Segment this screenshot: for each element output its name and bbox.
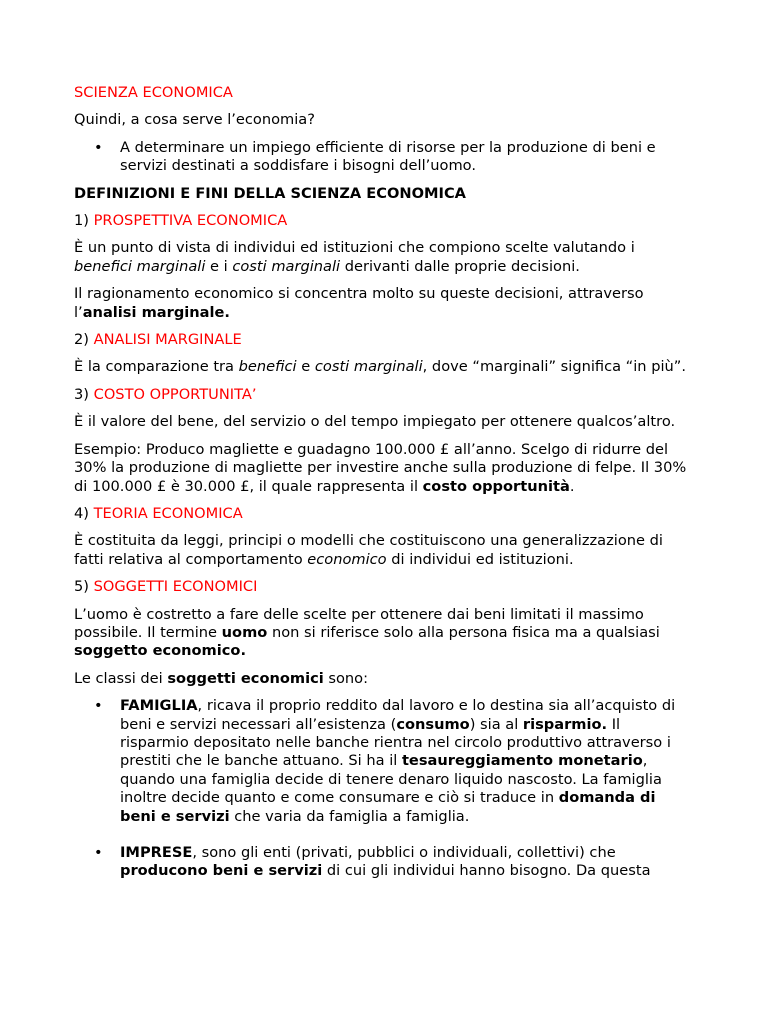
text: È un punto di vista di individui ed istituzioni che compiono scelte valutando i (74, 239, 635, 257)
list-item (74, 139, 689, 176)
paragraph (74, 441, 689, 496)
text: . (569, 477, 575, 495)
bold-text: IMPRESE (120, 844, 193, 861)
text: e (296, 358, 315, 376)
text: È la comparazione tra (74, 358, 239, 376)
text: non si riferisce solo alla persona fisica ma a qualsiasi (267, 623, 660, 641)
text: che varia da famiglia a famiglia. (229, 807, 470, 825)
heading-title: COSTO OPPORTUNITA’ (93, 385, 257, 403)
text: Esempio: Produco magliette e guadagno 100.000 £ all’anno. Scelgo di ridurre del 30% la produzione di magliette per investire anche sulla produzione di felpe. Il 30% di 100.000 £ è 30.000 £, il quale rappresenta il (74, 440, 687, 495)
paragraph (74, 670, 689, 688)
text: Il risparmio depositato nelle banche rientra nel circolo produttivo attraverso i prestiti che le banche attuano. Si ha il (120, 715, 671, 770)
text: L’uomo è costretto a fare delle scelte per ottenere dai beni limitati il massimo possibile. Il termine (74, 605, 644, 641)
heading-costo (74, 386, 689, 404)
bold-text: consumo (396, 715, 470, 733)
heading-number: 3) (74, 385, 94, 403)
intro-question: Quindi, a cosa serve l’economia? (74, 111, 315, 129)
text: , sono gli enti (privati, pubblici o individuali, collettivi) che (192, 844, 616, 861)
heading-title: TEORIA ECONOMICA (93, 504, 243, 522)
heading-number: 4) (74, 504, 94, 522)
paragraph (74, 532, 689, 569)
list-item-famiglia (74, 697, 689, 826)
bold-text: risparmio. (522, 715, 608, 733)
italic-text: costi marginali (314, 358, 423, 376)
text: di cui gli individui hanno bisogno. Da questa (322, 862, 651, 880)
intro-list (74, 139, 689, 176)
bold-text: costo opportunità (422, 477, 570, 495)
paragraph: È il valore del bene, del servizio o del tempo impiegato per ottenere qualcos’altro. (74, 413, 676, 431)
document-title: SCIENZA ECONOMICA (74, 84, 233, 101)
list-item-text: A determinare un impiego efficiente di risorse per la produzione di beni e servizi destinati a soddisfare i bisogni dell’uomo. (120, 138, 656, 175)
heading-number: 2) (74, 331, 94, 349)
list-item-imprese (74, 844, 689, 881)
text: È costituita da leggi, principi o modelli che costituiscono una generalizzazione di fatti relativa al comportamento (74, 532, 663, 568)
paragraph (74, 358, 689, 376)
heading-prospettiva (74, 212, 689, 230)
heading-title: ANALISI MARGINALE (93, 331, 242, 349)
bold-text: FAMIGLIA (120, 697, 198, 715)
paragraph (74, 606, 689, 661)
paragraph (74, 239, 689, 276)
text: , dove “marginali” significa “in più”. (422, 358, 686, 376)
italic-text: costi marginali (232, 257, 341, 275)
text: , quando una famiglia decide di tenere denaro liquido nascosto. La famiglia inoltre decide quanto e come consumare e ciò si traduce in (120, 752, 662, 807)
text: di individui ed istituzioni. (386, 550, 574, 568)
heading-number: 1) (74, 212, 94, 230)
text: sono: (323, 669, 369, 687)
bold-text: uomo (221, 623, 268, 641)
italic-text: benefici (238, 358, 297, 376)
heading-title: SOGGETTI ECONOMICI (93, 578, 258, 596)
bullet-icon: • (94, 138, 103, 156)
heading-analisi (74, 331, 689, 349)
bullet-icon: • (94, 697, 103, 715)
italic-text: economico (307, 550, 387, 568)
bold-text: soggetto economico. (74, 642, 246, 660)
text: derivanti dalle proprie decisioni. (340, 257, 580, 275)
text: ) sia al (469, 715, 523, 733)
text: e i (205, 257, 233, 275)
document-body (74, 84, 689, 890)
text: , ricava il proprio reddito dal lavoro e lo destina sia all’acquisto di beni e servizi necessari all’esistenza ( (120, 697, 676, 733)
text: Il ragionamento economico si concentra molto su queste decisioni, attraverso l’ (74, 285, 644, 321)
soggetti-list (74, 697, 689, 881)
bold-text: soggetti economici (167, 669, 324, 687)
heading-title: PROSPETTIVA ECONOMICA (93, 212, 288, 230)
text: Le classi dei (74, 669, 168, 687)
bold-text: domanda di beni e servizi (120, 789, 656, 825)
paragraph (74, 285, 689, 322)
bullet-icon: • (94, 844, 103, 861)
heading-number: 5) (74, 578, 94, 596)
section-heading: DEFINIZIONI E FINI DELLA SCIENZA ECONOMICA (74, 184, 466, 202)
heading-teoria (74, 505, 689, 523)
bold-text: producono beni e servizi (120, 862, 323, 880)
bold-text: analisi marginale. (82, 303, 230, 321)
bold-text: tesaureggiamento monetario (401, 752, 643, 770)
italic-text: benefici marginali (74, 257, 206, 275)
heading-soggetti (74, 578, 689, 596)
